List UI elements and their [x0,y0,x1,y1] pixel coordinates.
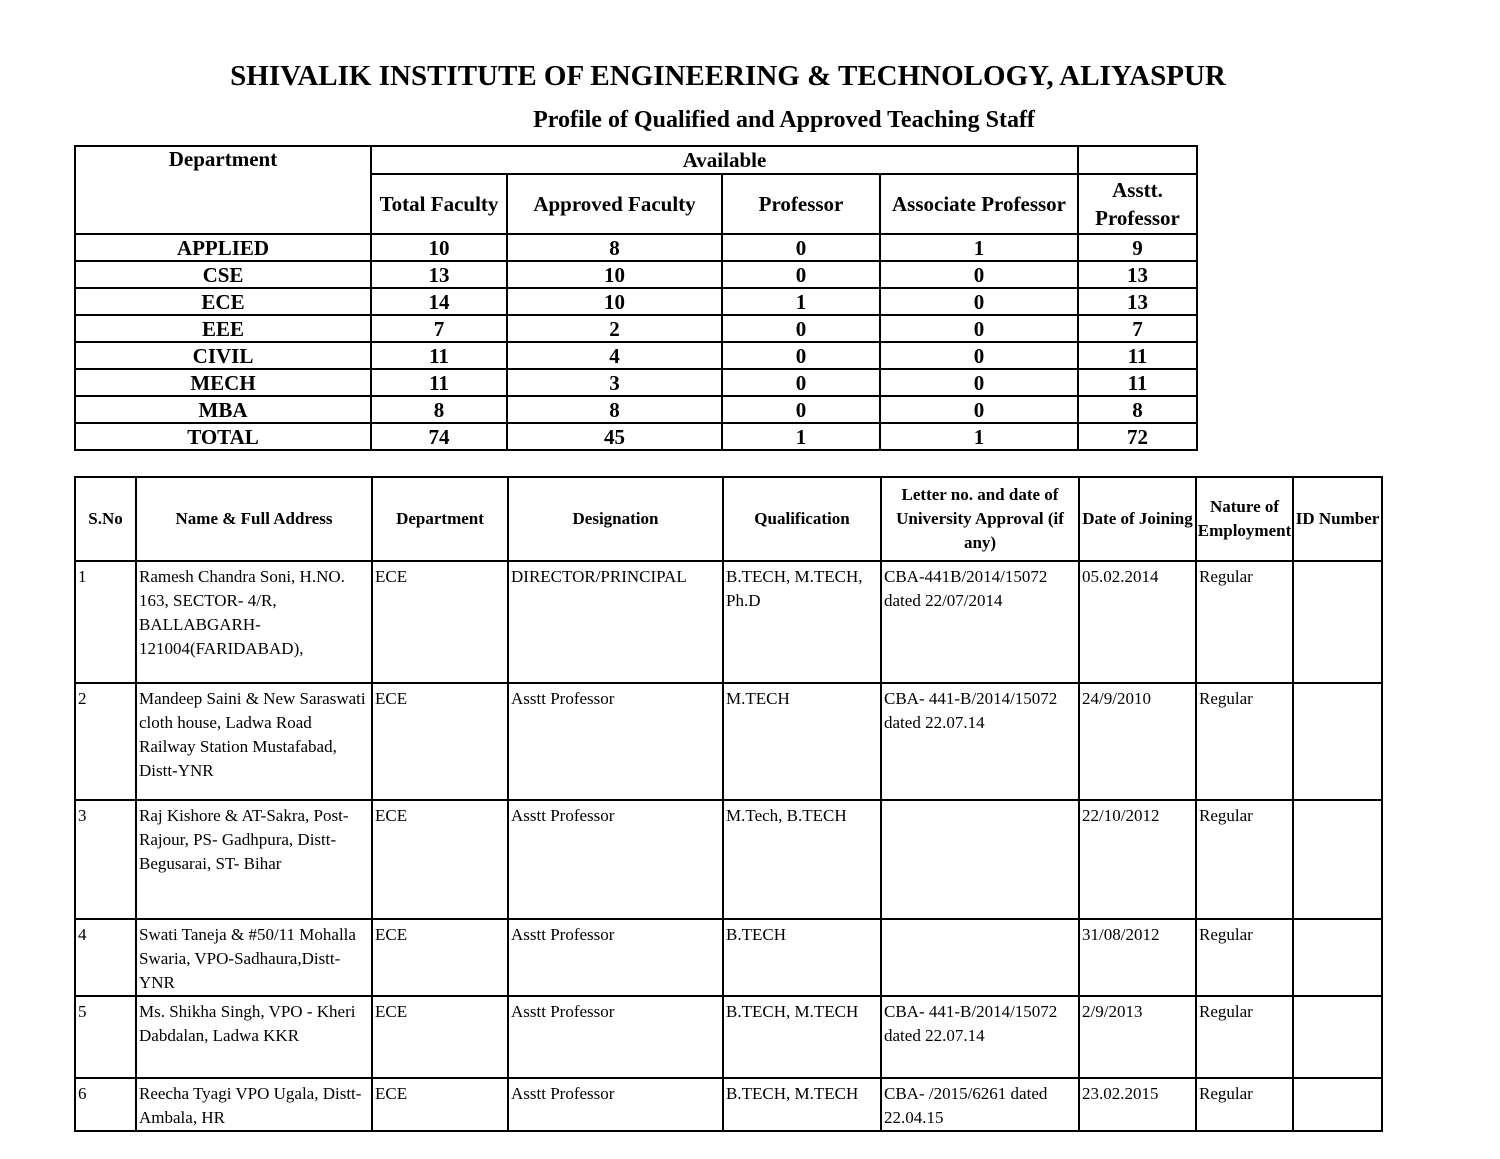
summary-row [75,234,1197,261]
summary-header-total-faculty: Total Faculty [371,174,507,234]
summary-row [75,261,1197,288]
staff-department: ECE [372,919,508,996]
summary-professor: 0 [722,396,880,423]
staff-approval-letter: CBA- /2015/6261 dated 22.04.15 [881,1078,1079,1131]
summary-approved: 10 [507,261,722,288]
summary-total-row [75,423,1197,450]
summary-total: 8 [371,396,507,423]
page-subtitle: Profile of Qualified and Approved Teaching Staff [533,107,1035,133]
summary-total: 7 [371,315,507,342]
staff-sno: 1 [75,561,136,683]
summary-asstt: 9 [1078,234,1197,261]
summary-asstt: 72 [1078,423,1197,450]
summary-associate: 0 [880,369,1078,396]
staff-nature-of-employment: Regular [1196,919,1293,996]
staff-sno: 3 [75,800,136,919]
staff-row [75,919,1382,996]
staff-nature-of-employment: Regular [1196,1078,1293,1131]
staff-header-qualification: Qualification [723,477,881,561]
summary-professor: 0 [722,315,880,342]
staff-profile-table [74,476,1383,1132]
summary-asstt: 11 [1078,369,1197,396]
staff-department: ECE [372,683,508,800]
staff-designation: Asstt Professor [508,1078,723,1131]
staff-qualification: B.TECH, M.TECH [723,1078,881,1131]
staff-id-number [1293,683,1382,800]
staff-qualification: M.Tech, B.TECH [723,800,881,919]
summary-total: 11 [371,369,507,396]
summary-associate: 1 [880,423,1078,450]
staff-header-nature: Nature of Employment [1196,477,1293,561]
staff-qualification: M.TECH [723,683,881,800]
summary-header-professor: Professor [722,174,880,234]
staff-department: ECE [372,996,508,1078]
summary-asstt: 8 [1078,396,1197,423]
summary-approved: 10 [507,288,722,315]
summary-asstt: 13 [1078,288,1197,315]
summary-row [75,396,1197,423]
staff-sno: 6 [75,1078,136,1131]
staff-designation: Asstt Professor [508,683,723,800]
staff-nature-of-employment: Regular [1196,683,1293,800]
staff-name-address: Ms. Shikha Singh, VPO - Kheri Dabdalan, Ladwa KKR [136,996,372,1078]
summary-dept: CSE [75,261,371,288]
staff-row [75,561,1382,683]
summary-professor: 0 [722,369,880,396]
summary-associate: 0 [880,342,1078,369]
staff-date-of-joining: 22/10/2012 [1079,800,1196,919]
summary-dept: APPLIED [75,234,371,261]
staff-row [75,800,1382,919]
staff-header-name: Name & Full Address [136,477,372,561]
staff-id-number [1293,996,1382,1078]
staff-approval-letter [881,800,1079,919]
staff-designation: Asstt Professor [508,800,723,919]
staff-department: ECE [372,800,508,919]
summary-dept: CIVIL [75,342,371,369]
staff-qualification: B.TECH, M.TECH, Ph.D [723,561,881,683]
summary-professor: 1 [722,288,880,315]
summary-row [75,315,1197,342]
staff-name-address: Ramesh Chandra Soni, H.NO. 163, SECTOR- 4/R, BALLABGARH-121004(FARIDABAD), [136,561,372,683]
staff-nature-of-employment: Regular [1196,996,1293,1078]
staff-designation: DIRECTOR/PRINCIPAL [508,561,723,683]
summary-header-department: Department [75,146,371,234]
summary-dept: MECH [75,369,371,396]
staff-department: ECE [372,561,508,683]
summary-associate: 0 [880,261,1078,288]
staff-sno: 4 [75,919,136,996]
summary-approved: 8 [507,396,722,423]
institute-title: SHIVALIK INSTITUTE OF ENGINEERING & TECHNOLOGY, ALIYASPUR [230,60,1226,92]
staff-qualification: B.TECH, M.TECH [723,996,881,1078]
summary-row [75,369,1197,396]
summary-professor: 0 [722,261,880,288]
staff-qualification: B.TECH [723,919,881,996]
staff-id-number [1293,1078,1382,1131]
staff-department: ECE [372,1078,508,1131]
staff-sno: 2 [75,683,136,800]
summary-asstt: 11 [1078,342,1197,369]
staff-header-doj: Date of Joining [1079,477,1196,561]
summary-dept: MBA [75,396,371,423]
staff-sno: 5 [75,996,136,1078]
summary-header-approved-faculty: Approved Faculty [507,174,722,234]
staff-header-letter: Letter no. and date of University Approval (if any) [881,477,1079,561]
staff-header-sno: S.No [75,477,136,561]
staff-nature-of-employment: Regular [1196,561,1293,683]
staff-header-designation: Designation [508,477,723,561]
summary-header-available: Available [371,146,1078,174]
summary-header-blank [1078,146,1197,174]
summary-approved: 3 [507,369,722,396]
staff-designation: Asstt Professor [508,919,723,996]
staff-row [75,996,1382,1078]
staff-row [75,1078,1382,1131]
faculty-summary-table [74,145,1198,451]
summary-total: 11 [371,342,507,369]
summary-header-asstt-professor: Asstt. Professor [1078,174,1197,234]
summary-approved: 45 [507,423,722,450]
summary-approved: 8 [507,234,722,261]
summary-total: 10 [371,234,507,261]
summary-dept: ECE [75,288,371,315]
staff-approval-letter: CBA-441B/2014/15072 dated 22/07/2014 [881,561,1079,683]
summary-row [75,342,1197,369]
summary-dept: TOTAL [75,423,371,450]
staff-name-address: Reecha Tyagi VPO Ugala, Distt- Ambala, HR [136,1078,372,1131]
staff-id-number [1293,561,1382,683]
summary-professor: 1 [722,423,880,450]
staff-nature-of-employment: Regular [1196,800,1293,919]
summary-professor: 0 [722,342,880,369]
staff-designation: Asstt Professor [508,996,723,1078]
staff-header-id: ID Number [1293,477,1382,561]
staff-approval-letter: CBA- 441-B/2014/15072 dated 22.07.14 [881,683,1079,800]
staff-approval-letter: CBA- 441-B/2014/15072 dated 22.07.14 [881,996,1079,1078]
summary-professor: 0 [722,234,880,261]
staff-date-of-joining: 23.02.2015 [1079,1078,1196,1131]
staff-name-address: Swati Taneja & #50/11 Mohalla Swaria, VPO-Sadhaura,Distt-YNR [136,919,372,996]
staff-date-of-joining: 2/9/2013 [1079,996,1196,1078]
summary-asstt: 7 [1078,315,1197,342]
staff-name-address: Mandeep Saini & New Saraswati cloth house, Ladwa Road Railway Station Mustafabad, Distt-YNR [136,683,372,800]
summary-approved: 4 [507,342,722,369]
summary-associate: 1 [880,234,1078,261]
summary-associate: 0 [880,396,1078,423]
summary-approved: 2 [507,315,722,342]
staff-header-department: Department [372,477,508,561]
summary-associate: 0 [880,315,1078,342]
staff-date-of-joining: 05.02.2014 [1079,561,1196,683]
staff-row [75,683,1382,800]
staff-name-address: Raj Kishore & AT-Sakra, Post-Rajour, PS- Gadhpura, Distt- Begusarai, ST- Bihar [136,800,372,919]
staff-id-number [1293,919,1382,996]
summary-row [75,288,1197,315]
summary-total: 13 [371,261,507,288]
summary-dept: EEE [75,315,371,342]
staff-date-of-joining: 24/9/2010 [1079,683,1196,800]
summary-total: 74 [371,423,507,450]
summary-header-associate-professor: Associate Professor [880,174,1078,234]
staff-approval-letter [881,919,1079,996]
staff-date-of-joining: 31/08/2012 [1079,919,1196,996]
summary-total: 14 [371,288,507,315]
summary-associate: 0 [880,288,1078,315]
staff-id-number [1293,800,1382,919]
summary-asstt: 13 [1078,261,1197,288]
